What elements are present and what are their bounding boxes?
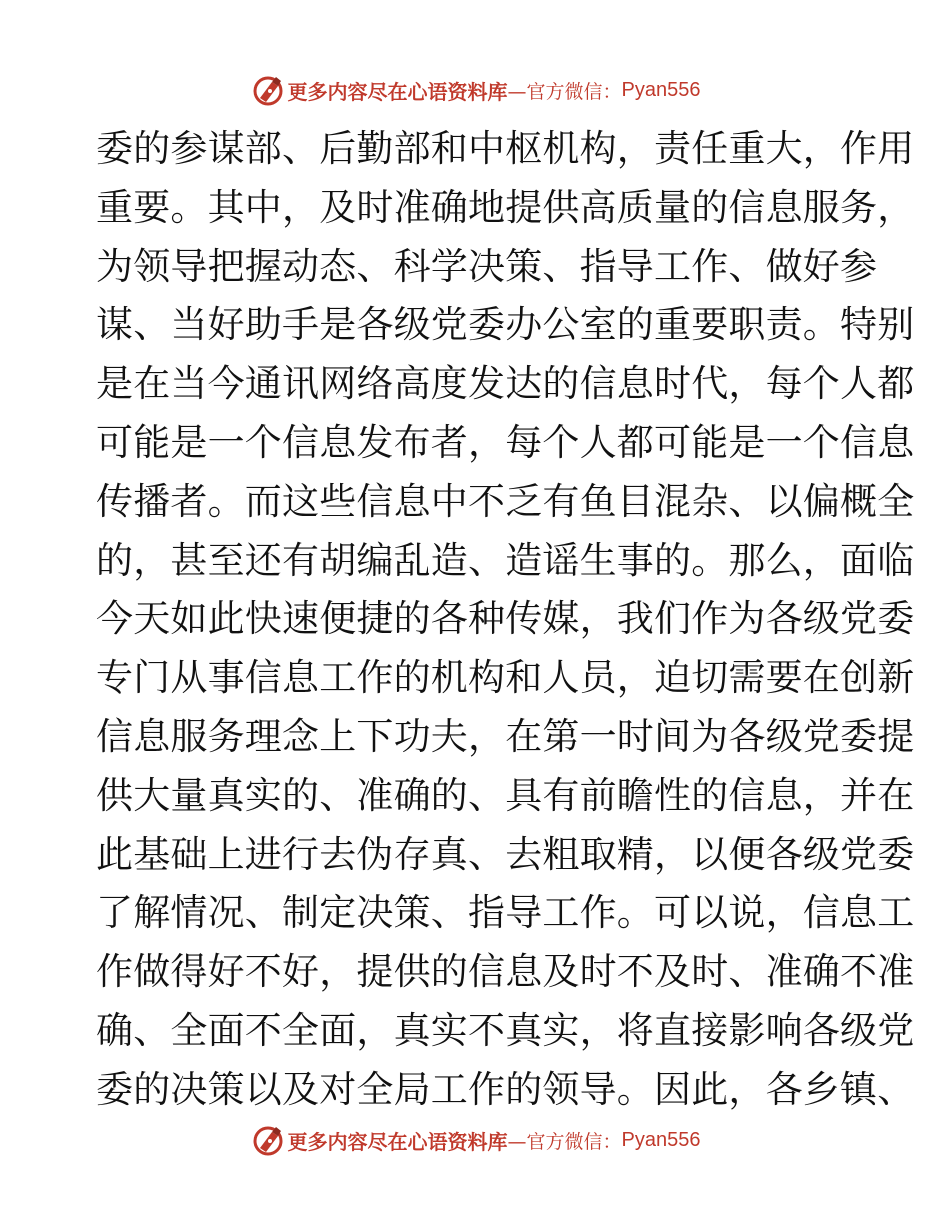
body-line: 传播者。而这些信息中不乏有鱼目混杂、以偏概全 <box>96 479 915 523</box>
body-line: 谋、当好助手是各级党委办公室的重要职责。特别 <box>96 303 915 347</box>
pen-nib-logo-icon <box>250 72 286 108</box>
body-line: 是在当今通讯网络高度发达的信息时代，每个人都 <box>96 362 915 406</box>
body-line: 可能是一个信息发布者，每个人都可能是一个信息 <box>96 420 915 464</box>
body-line: 确、全面不全面，真实不真实，将直接影响各级党 <box>96 1008 915 1052</box>
footer-official-label: —官方微信： <box>507 1130 622 1153</box>
body-line: 专门从事信息工作的机构和人员，迫切需要在创新 <box>96 656 915 700</box>
body-line: 重要。其中，及时准确地提供高质量的信息服务， <box>96 185 915 229</box>
header-banner <box>0 70 950 110</box>
footer-banner <box>0 1120 950 1160</box>
body-line: 为领导把握动态、科学决策、指导工作、做好参 <box>96 244 878 288</box>
body-line: 委的决策以及对全局工作的领导。因此，各乡镇、 <box>96 1067 915 1111</box>
body-line: 的，甚至还有胡编乱造、造谣生事的。那么，面临 <box>96 538 915 582</box>
body-line: 今天如此快速便捷的各种传媒，我们作为各级党委 <box>96 597 915 641</box>
footer-brand-text: 更多内容尽在心语资料库 <box>287 1129 508 1154</box>
header-official-label: —官方微信： <box>507 80 622 103</box>
body-line: 供大量真实的、准确的、具有前瞻性的信息，并在 <box>96 773 915 817</box>
body-line: 此基础上进行去伪存真、去粗取精，以便各级党委 <box>96 832 915 876</box>
header-wechat-id: Pyan556 <box>621 78 701 101</box>
header-brand-text: 更多内容尽在心语资料库 <box>287 79 508 104</box>
body-line: 了解情况、制定决策、指导工作。可以说，信息工 <box>96 891 915 935</box>
body-line: 委的参谋部、后勤部和中枢机构，责任重大，作用 <box>96 127 915 170</box>
footer-wechat-id: Pyan556 <box>621 1128 701 1151</box>
body-line: 信息服务理念上下功夫，在第一时间为各级党委提 <box>96 714 915 758</box>
pen-nib-logo-icon <box>250 1122 286 1158</box>
body-line: 作做得好不好，提供的信息及时不及时、准确不准 <box>96 950 915 994</box>
document-body <box>96 120 915 1120</box>
